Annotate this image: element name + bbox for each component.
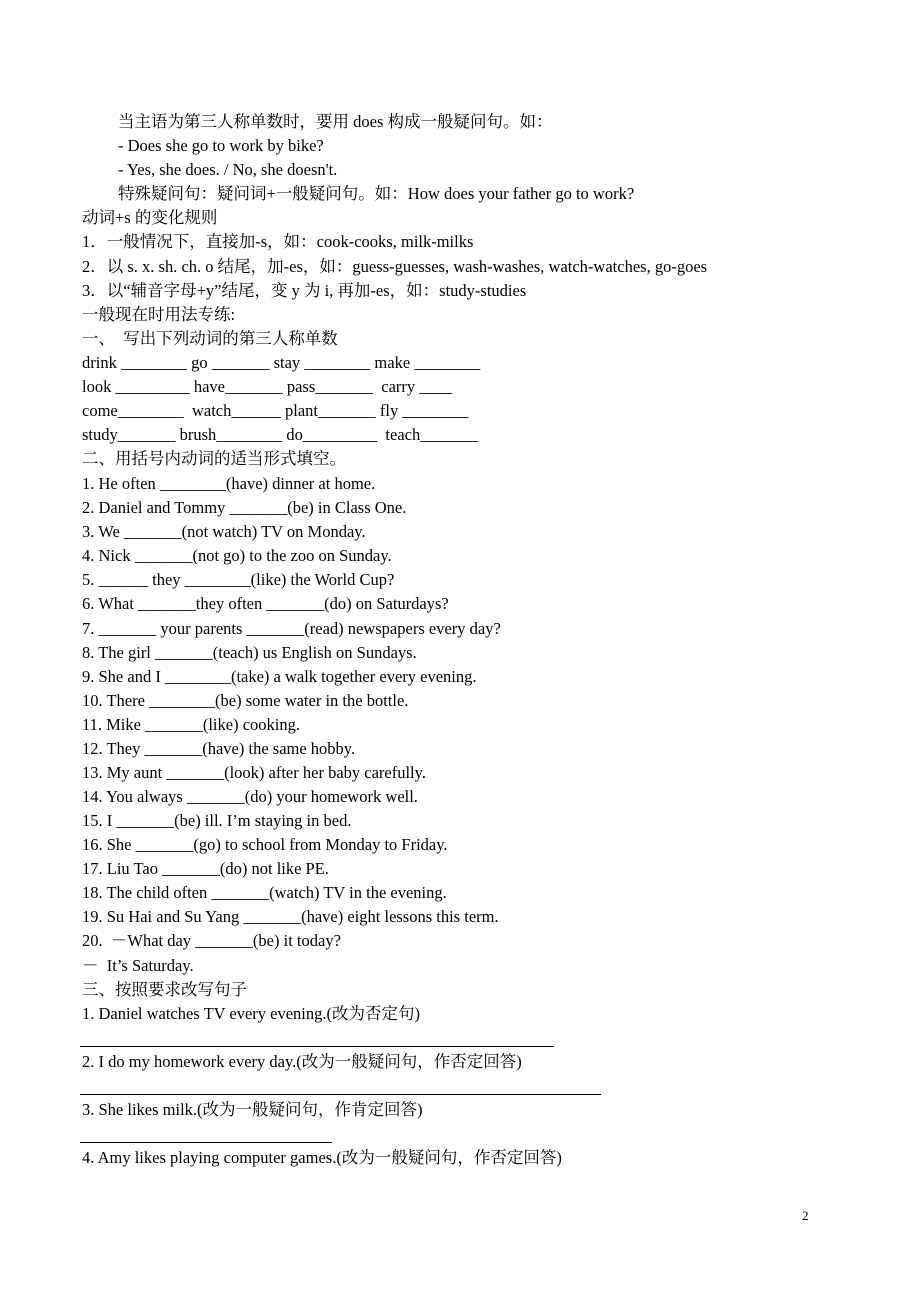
exercise-item: 16. She _______(go) to school from Monday to Friday.	[82, 835, 448, 854]
exercise-item: 12. They _______(have) the same hobby.	[82, 739, 356, 758]
exercise-item: 17. Liu Tao _______(do) not like PE.	[82, 859, 329, 878]
example-answer: - Yes, she does. / No, she doesn't.	[118, 160, 338, 179]
exercise-item: 15. I _______(be) ill. I’m staying in bed.	[82, 811, 352, 830]
rule-item: 2．以 s. x. sh. ch. o 结尾，加-es，如：guess-guesses, wash-washes, watch-watches, go-goes	[82, 257, 708, 276]
verb-row: drink ________ go _______ stay ________ make ________	[82, 353, 481, 372]
exercise-item: 11. Mike _______(like) cooking.	[82, 715, 300, 734]
exercise-item: 14. You always _______(do) your homework well.	[82, 787, 418, 806]
rules-heading: 动词+s 的变化规则	[82, 208, 218, 227]
section3-title: 三、按照要求改写句子	[82, 980, 247, 999]
answer-line	[80, 1094, 601, 1095]
special-question-rule: 特殊疑问句：疑问词+一般疑问句。如：How does your father go to work?	[118, 184, 635, 203]
exercise-item: 9. She and I ________(take) a walk together every evening.	[82, 667, 477, 686]
verb-row: come________ watch______ plant_______ fly ________	[82, 401, 469, 420]
exercise-item: 8. The girl _______(teach) us English on Sundays.	[82, 643, 417, 662]
example-question: - Does she go to work by bike?	[118, 136, 324, 155]
rewrite-item: 4. Amy likes playing computer games.(改为一般疑问句，作否定回答)	[82, 1148, 562, 1167]
exercise-item: 18. The child often _______(watch) TV in the evening.	[82, 883, 447, 902]
section2-title: 二、用括号内动词的适当形式填空。	[82, 449, 346, 468]
intro-rule: 当主语为第三人称单数时，要用 does 构成一般疑问句。如：	[118, 112, 553, 131]
answer-line	[80, 1142, 332, 1143]
exercise-item: 6. What _______they often _______(do) on Saturdays?	[82, 594, 449, 613]
exercise-item: 4. Nick _______(not go) to the zoo on Sunday.	[82, 546, 392, 565]
rewrite-item: 3. She likes milk.(改为一般疑问句，作肯定回答)	[82, 1100, 423, 1119]
exercise-item: 20. －What day _______(be) it today?	[82, 931, 341, 950]
exercise-item: 7. _______ your parents _______(read) newspapers every day?	[82, 619, 501, 638]
exercise-item: 2. Daniel and Tommy _______(be) in Class One.	[82, 498, 407, 517]
verb-row: look _________ have_______ pass_______ carry ____	[82, 377, 453, 396]
exercise-item: 1. He often ________(have) dinner at home.	[82, 474, 376, 493]
exercise-item: 3. We _______(not watch) TV on Monday.	[82, 522, 366, 541]
rewrite-item: 2. I do my homework every day.(改为一般疑问句，作否定回答)	[82, 1052, 522, 1071]
rule-item: 3．以“辅音字母+y”结尾，变 y 为 i, 再加-es，如：study-studies	[82, 281, 527, 300]
answer-line	[80, 1046, 554, 1047]
rewrite-item: 1. Daniel watches TV every evening.(改为否定句)	[82, 1004, 421, 1023]
exercise-item: 13. My aunt _______(look) after her baby carefully.	[82, 763, 426, 782]
practice-heading: 一般现在时用法专练:	[82, 305, 236, 324]
section1-title: 一、 写出下列动词的第三人称单数	[82, 329, 338, 348]
rule-item: 1．一般情况下，直接加-s，如：cook-cooks, milk-milks	[82, 232, 474, 251]
exercise-item: 19. Su Hai and Su Yang _______(have) eight lessons this term.	[82, 907, 499, 926]
exercise-item: 10. There ________(be) some water in the bottle.	[82, 691, 409, 710]
page-number: 2	[802, 1208, 809, 1223]
exercise-item: 5. ______ they ________(like) the World Cup?	[82, 570, 395, 589]
verb-row: study_______ brush________ do_________ teach_______	[82, 425, 478, 444]
exercise-item: － It’s Saturday.	[82, 956, 194, 975]
